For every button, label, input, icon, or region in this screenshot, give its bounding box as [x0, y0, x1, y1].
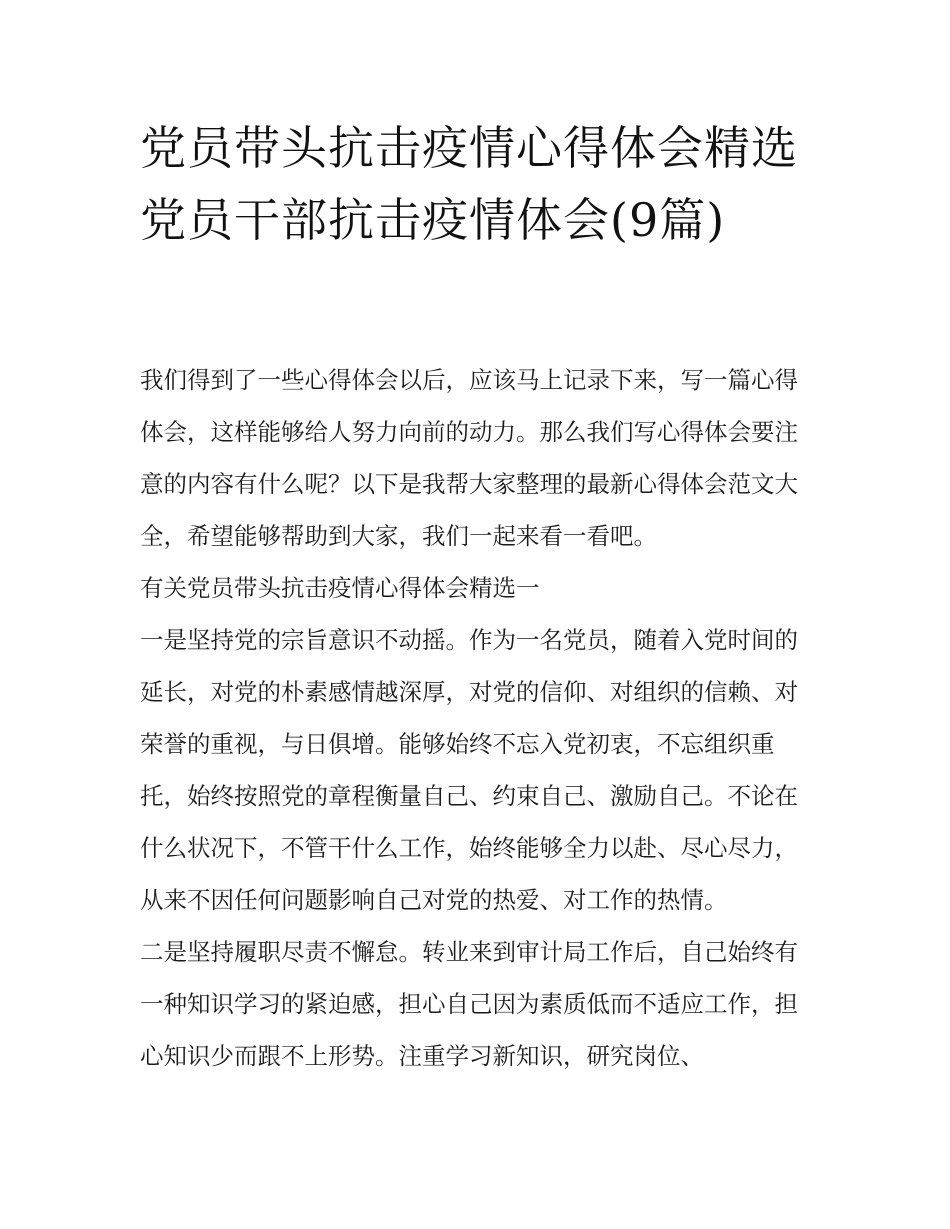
body-paragraph-2: 二是坚持履职尽责不懈怠。转业来到审计局工作后，自己始终有一种知识学习的紧迫感，担心自己因为素质低而不适应工作，担心知识少而跟不上形势。注重学习新知识，研究岗位、	[140, 938, 798, 1070]
document-body	[140, 354, 812, 1082]
section-heading: 有关党员带头抗击疫情心得体会精选一	[140, 574, 540, 602]
document-title: 党员带头抗击疫情心得体会精选 党员干部抗击疫情体会(9篇)	[140, 121, 798, 247]
body-paragraph-1: 一是坚持党的宗旨意识不动摇。作为一名党员，随着入党时间的延长，对党的朴素感情越深厚，对党的信仰、对组织的信赖、对荣誉的重视，与日俱增。能够始终不忘入党初衷，不忘组织重托，始终按照党的章程衡量自己、约束自己、激励自己。不论在什么状况下，不管干什么工作，始终能够全力以赴、尽心尽力，从来不因任何问题影响自己对党的热爱、对工作的热情。	[140, 626, 798, 914]
intro-paragraph: 我们得到了一些心得体会以后，应该马上记录下来，写一篇心得体会，这样能够给人努力向前的动力。那么我们写心得体会要注意的内容有什么呢？以下是我帮大家整理的最新心得体会范文大全，希望能够帮助到大家，我们一起来看一看吧。	[140, 366, 798, 550]
